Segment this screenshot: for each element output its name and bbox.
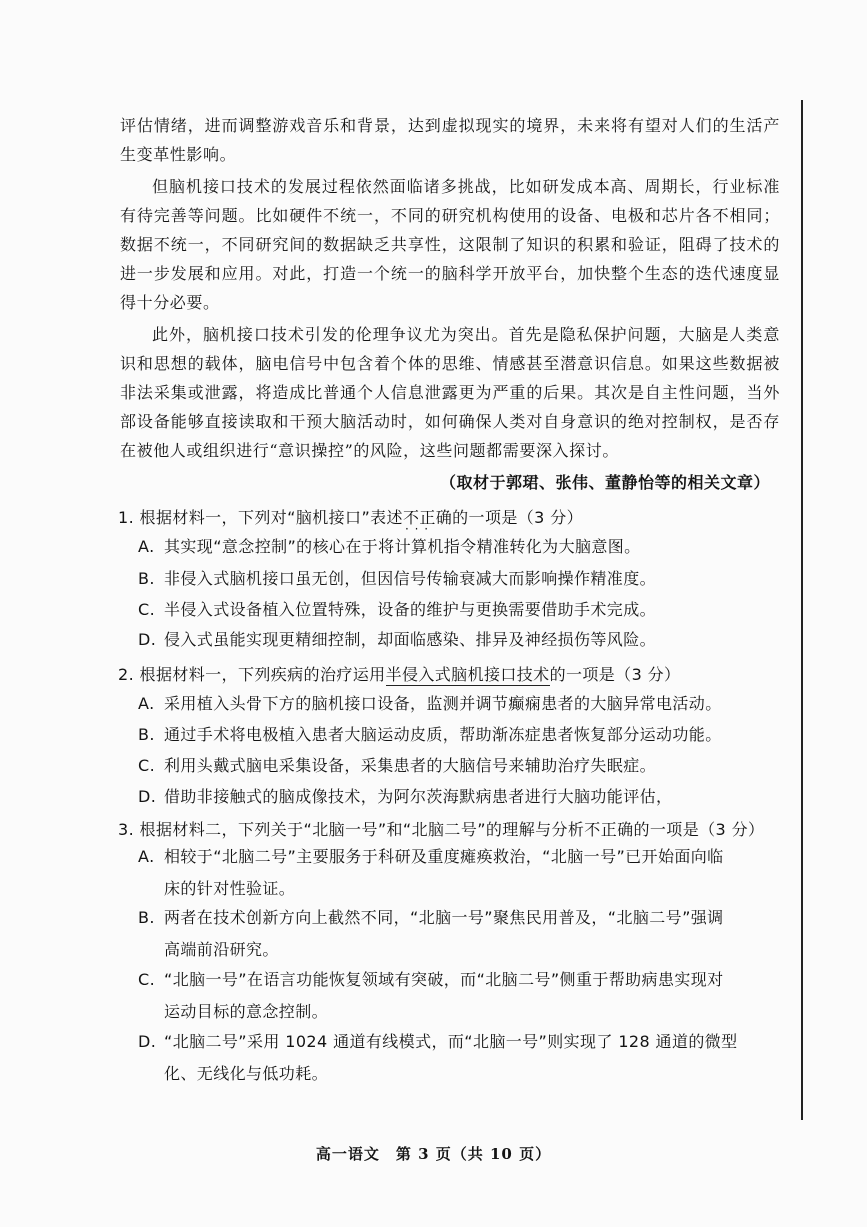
question-3-stem: 3. 根据材料二，下列关于“北脑一号”和“北脑二号”的理解与分析不正确的一项是（3 分）: [118, 820, 765, 839]
passage-paragraph-3: 此外，脑机接口技术引发的伦理争议尤为突出。首先是隐私保护问题，大脑是人类意识和思想的载体，脑电信号中包含着个体的思维、情感甚至潜意识信息。如果这些数据被非法采集或泄露，将造成比普通个人信息泄露更为严重的后果。其次是自主性问题，当外部设备能够直接读取和干预大脑活动时，如何确保人类对自身意识的绝对控制权，是否存在被他人或组织进行“意识操控”的风险，这些问题都需要深入探讨。: [120, 325, 780, 460]
question-2-option-d: [138, 781, 783, 813]
question-2-option-a: [138, 688, 783, 720]
option-text-continued: 运动目标的意念控制。: [164, 1002, 329, 1021]
question-1-option-b: [138, 563, 783, 595]
option-text-continued: 床的针对性验证。: [164, 879, 296, 898]
passage-paragraph-2: 但脑机接口技术的发展过程依然面临诸多挑战，比如研发成本高、周期长，行业标准有待完善等问题。比如硬件不统一，不同的研究机构使用的设备、电极和芯片各不相同；数据不统一，不同研究间的数据缺乏共享性，这限制了知识的积累和验证，阻碍了技术的进一步发展和应用。对此，打造一个统一的脑科学开放平台，加快整个生态的迭代速度显得十分必要。: [120, 177, 780, 312]
option-text: “北脑一号”在语言功能恢复领域有突破，而“北脑二号”侧重于帮助病患实现对: [164, 970, 724, 989]
page-footer: 高一语文 第 3 页（共 10 页）: [315, 1145, 552, 1163]
passage-source: （取材于郭珺、张伟、董静怡等的相关文章）: [439, 473, 770, 492]
option-letter: A.: [138, 847, 155, 866]
option-text: 非侵入式脑机接口虽无创，但因信号传输衰减大而影响操作精准度。: [164, 569, 657, 588]
option-text: 半侵入式设备植入位置特殊，设备的维护与更换需要借助手术完成。: [164, 600, 657, 619]
option-letter: C.: [138, 970, 156, 989]
option-letter: A.: [138, 537, 155, 556]
option-letter: B.: [138, 908, 155, 927]
option-letter: A.: [138, 694, 155, 713]
question-1-option-c: [138, 594, 783, 626]
option-text: “北脑二号”采用 1024 通道有线模式，而“北脑一号”则实现了 128 通道的微型: [164, 1032, 738, 1051]
question-1-stem: [118, 505, 783, 528]
option-text: 相较于“北脑二号”主要服务于科研及重度瘫痪救治，“北脑一号”已开始面向临: [164, 847, 724, 866]
question-1-emphasis: 不正确 · · ·: [403, 508, 452, 527]
question-1-option-a: [138, 531, 783, 563]
question-3-option-d: [138, 1026, 783, 1090]
option-text: 采用植入头骨下方的脑机接口设备，监测并调节癫痫患者的大脑异常电活动。: [164, 694, 722, 713]
option-letter: B.: [138, 725, 155, 744]
option-text: 通过手术将电极植入患者大脑运动皮质，帮助渐冻症患者恢复部分运动功能。: [164, 725, 722, 744]
question-3-option-a: [138, 841, 783, 905]
question-1-option-d: [138, 624, 783, 656]
option-text: 借助非接触式的脑成像技术，为阿尔茨海默病患者进行大脑功能评估，: [164, 787, 673, 806]
option-letter: D.: [138, 1032, 157, 1051]
passage-paragraph-1: 评估情绪，进而调整游戏音乐和背景，达到虚拟现实的境界，未来将有望对人们的生活产生变革性影响。: [120, 116, 780, 164]
question-2-stem-pre: 2. 根据材料一，下列疾病的治疗运用: [118, 665, 386, 684]
question-3-option-b: [138, 902, 783, 966]
question-2-stem: [118, 662, 783, 685]
option-text-continued: 化、无线化与低功耗。: [164, 1064, 329, 1083]
question-1-stem-post: 的一项是（3 分）: [452, 508, 584, 527]
option-letter: B.: [138, 569, 155, 588]
question-2-stem-post: 的一项是（3 分）: [549, 665, 681, 684]
option-text-continued: 高端前沿研究。: [164, 940, 279, 959]
option-text: 其实现“意念控制”的核心在于将计算机指令精准转化为大脑意图。: [164, 537, 641, 556]
question-2-option-b: [138, 719, 783, 751]
question-2-underlined: 半侵入式脑机接口技术: [385, 665, 550, 684]
option-text: 侵入式虽能实现更精细控制，却面临感染、排异及神经损伤等风险。: [164, 630, 657, 649]
option-letter: D.: [138, 787, 157, 806]
margin-rule: [801, 100, 803, 1120]
option-letter: C.: [138, 600, 156, 619]
option-text: 利用头戴式脑电采集设备，采集患者的大脑信号来辅助治疗失眠症。: [164, 756, 657, 775]
option-letter: C.: [138, 756, 156, 775]
option-letter: D.: [138, 630, 157, 649]
option-text: 两者在技术创新方向上截然不同，“北脑一号”聚焦民用普及，“北脑二号”强调: [164, 908, 724, 927]
question-2-option-c: [138, 750, 783, 782]
question-1-stem-pre: 1. 根据材料一，下列对“脑机接口”表述: [118, 508, 403, 527]
question-3-option-c: [138, 964, 783, 1028]
